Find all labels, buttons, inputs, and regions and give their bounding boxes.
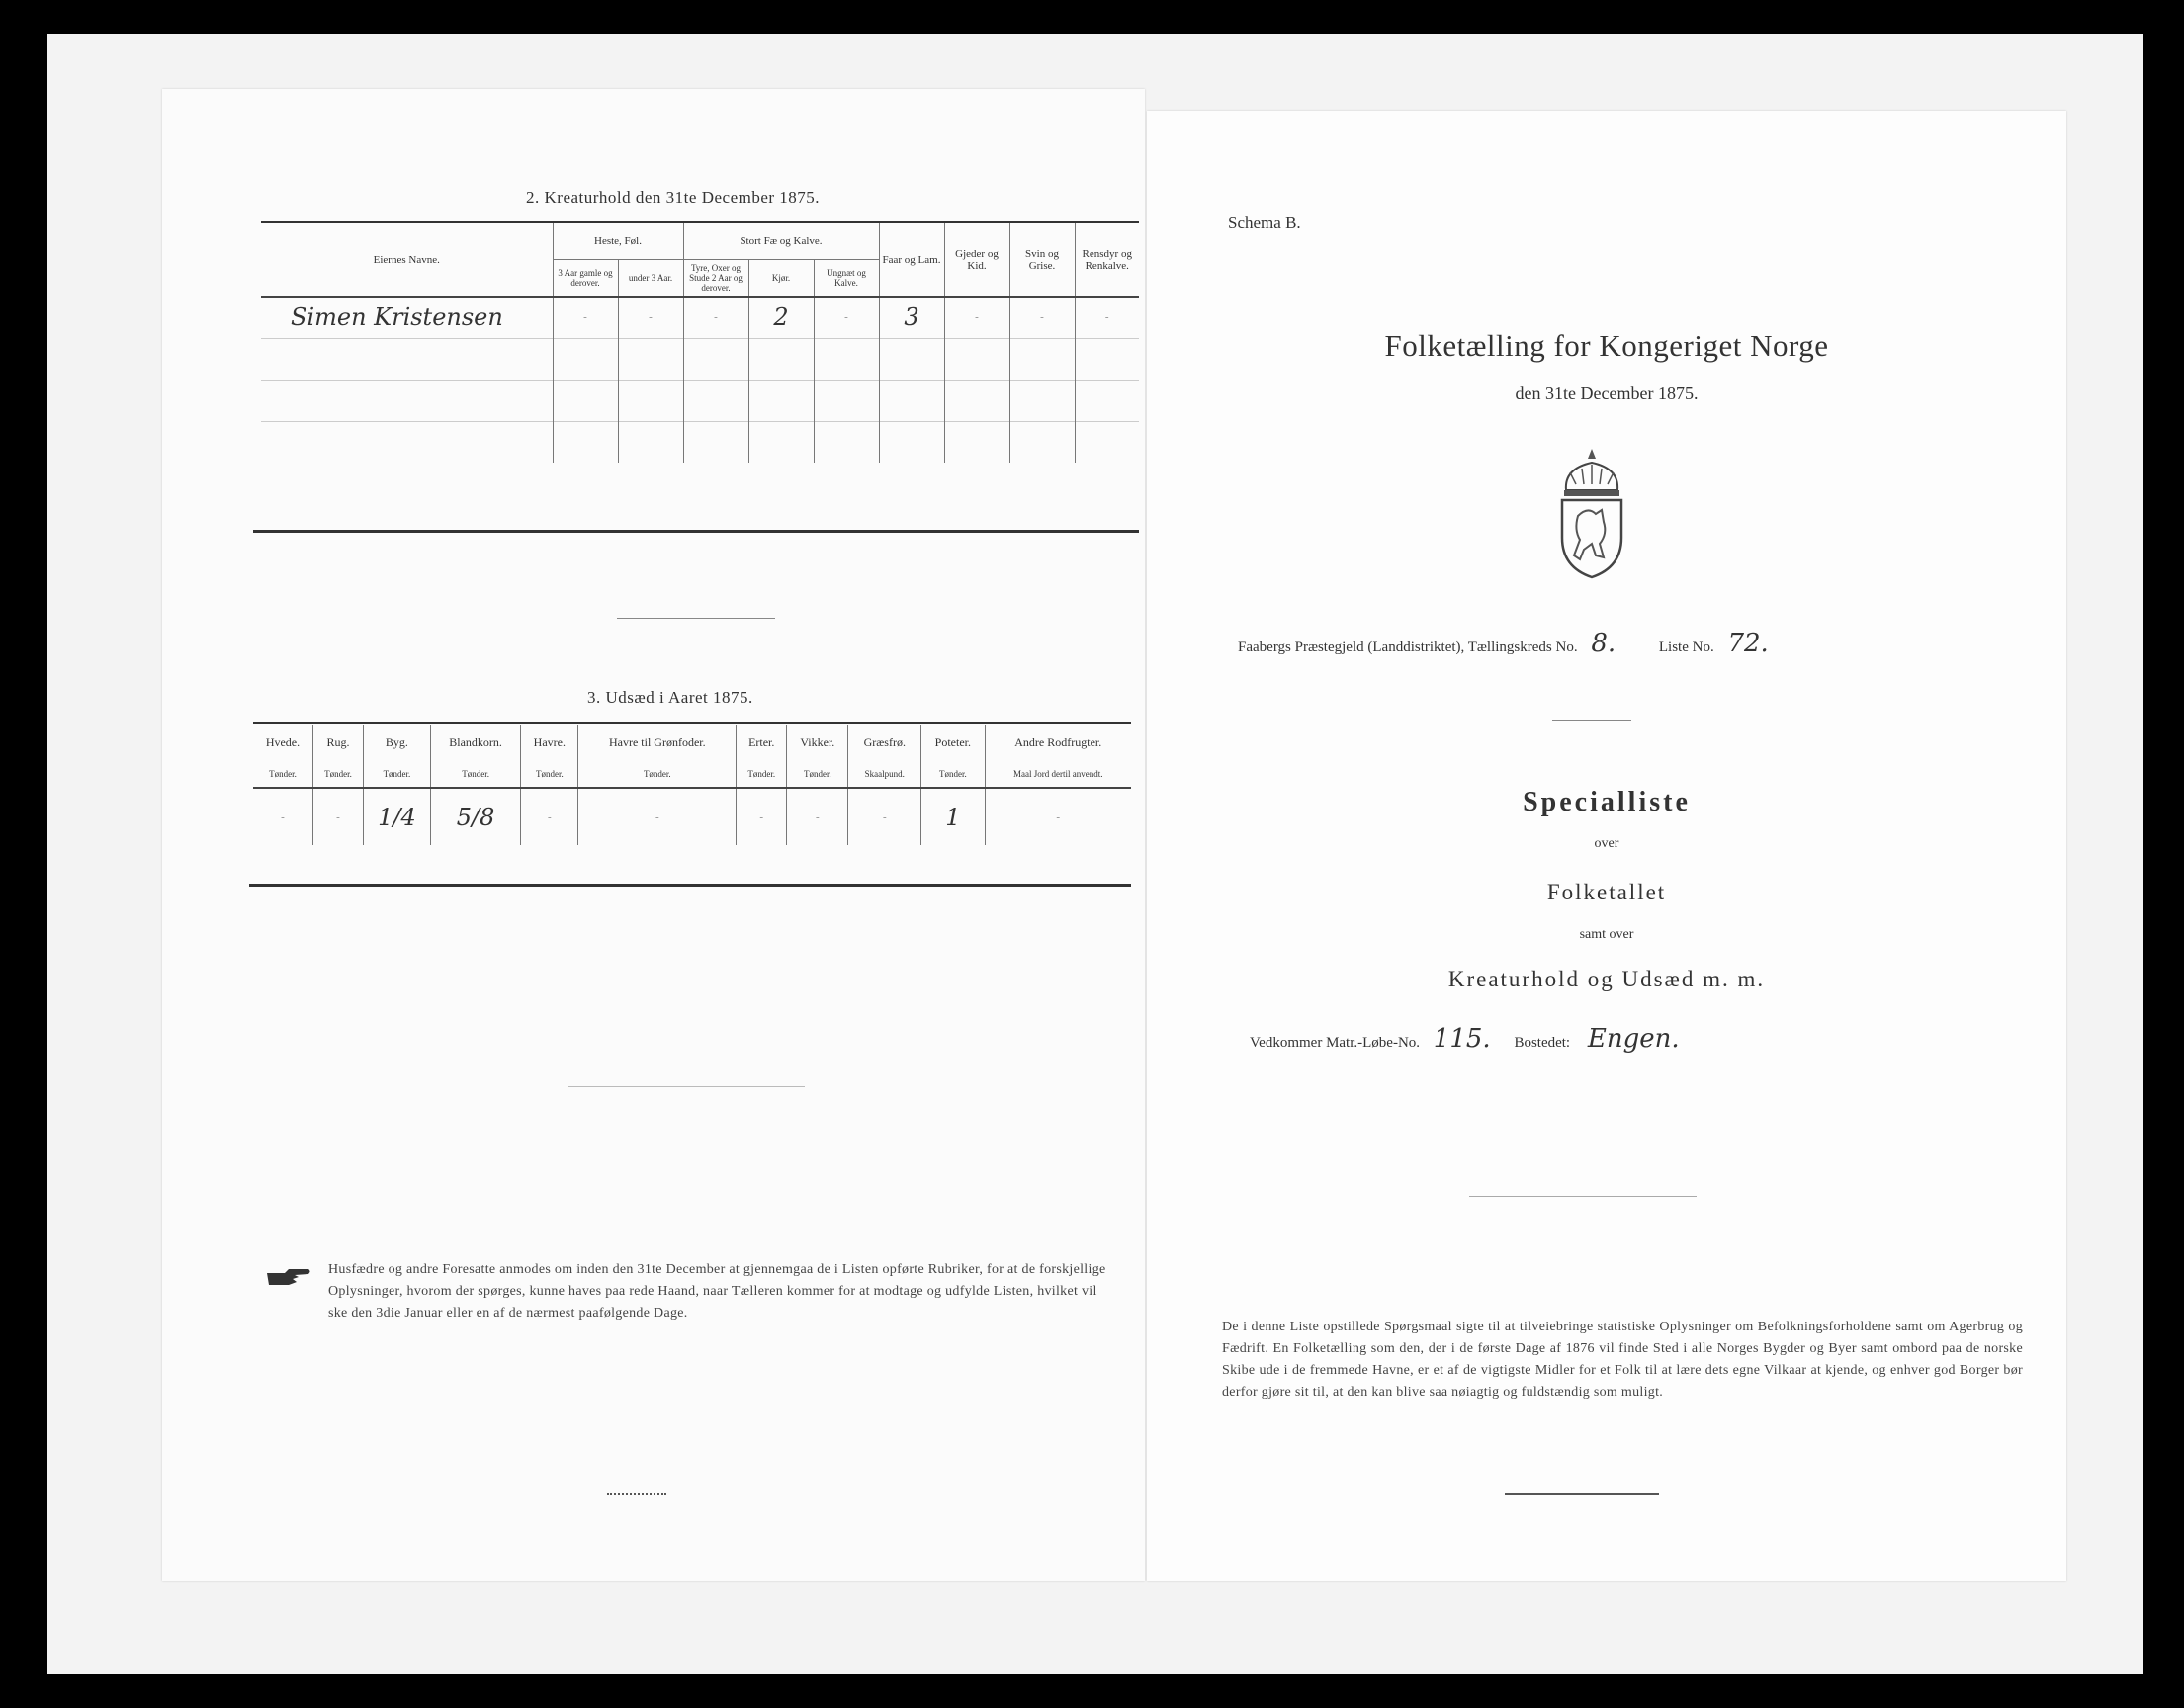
divider <box>1552 720 1631 721</box>
seed-value: 1 <box>921 788 985 845</box>
heste-sub2: under 3 Aar. <box>618 259 683 297</box>
seed-unit: Tønder. <box>921 760 985 788</box>
liste-label: Liste No. <box>1658 640 1714 655</box>
value-cell: - <box>814 297 879 338</box>
table-row <box>261 338 1139 380</box>
seed-table <box>253 725 1131 845</box>
seed-header: Havre. <box>521 725 578 760</box>
bottom-rule <box>253 530 1139 533</box>
stort-sub1: Tyre, Oxer og Stude 2 Aar og derover. <box>683 259 748 297</box>
seed-value: - <box>253 788 312 845</box>
stort-sub2: Kjør. <box>748 259 814 297</box>
seed-header: Hvede. <box>253 725 312 760</box>
seed-unit: Tønder. <box>521 760 578 788</box>
heste-sub1: 3 Aar gamle og derover. <box>553 259 618 297</box>
seed-unit: Tønder. <box>430 760 520 788</box>
specialliste-heading: Specialliste <box>1523 787 1691 817</box>
place-line <box>1238 629 1769 658</box>
section3-title: 3. Udsæd i Aaret 1875. <box>587 688 753 707</box>
livestock-table <box>261 223 1139 463</box>
main-title: Folketælling for Kongeriget Norge <box>1384 328 1829 363</box>
seed-header: Byg. <box>363 725 430 760</box>
value-cell: - <box>1009 297 1075 338</box>
divider <box>607 1493 666 1494</box>
stort-header: Stort Fæ og Kalve. <box>683 223 879 259</box>
notice-text: Husfædre og andre Foresatte anmodes om inden den 31te December at gjennemgaa de i Listen opførte Rubriker, for at de forskjellige Oplysninger, hvorom der spørges, kunne haves paa rede Haand, naar Tælleren kommer for at modtage og udfylde Listen, hvilket vil ske den 3die Januar eller en af de nærmest paafølgende Dage. <box>328 1262 1106 1321</box>
faar-header: Faar og Lam. <box>879 223 944 297</box>
seed-unit: Tønder. <box>737 760 787 788</box>
value-cell: - <box>618 297 683 338</box>
coat-of-arms-icon <box>1552 447 1631 581</box>
seed-header: Vikker. <box>787 725 848 760</box>
matr-no: 115. <box>1433 1024 1491 1054</box>
footer-text: De i denne Liste opstillede Spørgsmaal sigte til at tilveiebringe statistiske Oplysninger om Befolkningsforholdene samt om Agerbrug og Fædrift. En Folketælling som den, der i de første Dage af 1876 vil finde Sted i alle Norges Bygder og Byer samt ombord paa de norske Skibe ude i de fremmede Havne, er et af de vigtigste Midler for et Folk til at lære dets egne Vilkaar at kjende, og enhver god Borger bør derfor gjøre sit til, at den kan blive saa nøiagtig og fuldstændig som muligt. <box>1222 1320 2023 1400</box>
left-page <box>162 89 1145 1581</box>
value-cell: - <box>944 297 1009 338</box>
svin-header: Svin og Grise. <box>1009 223 1075 297</box>
seed-header: Græsfrø. <box>848 725 921 760</box>
seed-unit: Tønder. <box>787 760 848 788</box>
table-row <box>261 297 1139 338</box>
value-cell: - <box>553 297 618 338</box>
seed-value: 5/8 <box>430 788 520 845</box>
table-row <box>261 380 1139 421</box>
seed-header: Poteter. <box>921 725 985 760</box>
bosted-value: Engen. <box>1587 1024 1680 1054</box>
owner-header: Eiernes Navne. <box>261 223 553 297</box>
table-row <box>261 421 1139 463</box>
seed-unit: Skaalpund. <box>848 760 921 788</box>
seed-value: - <box>787 788 848 845</box>
divider <box>568 1086 805 1087</box>
folketallet-text: Folketallet <box>1546 880 1667 904</box>
seed-value: - <box>521 788 578 845</box>
top-rule <box>253 722 1131 724</box>
seed-unit: Tønder. <box>578 760 737 788</box>
seed-header: Blandkorn. <box>430 725 520 760</box>
value-cell: 3 <box>879 297 944 338</box>
over-text: over <box>1594 836 1619 851</box>
gjeder-header: Gjeder og Kid. <box>944 223 1009 297</box>
divider <box>1505 1493 1659 1494</box>
seed-value: - <box>578 788 737 845</box>
title-date: den 31te December 1875. <box>1515 384 1699 403</box>
kreds-no: 8. <box>1591 629 1616 658</box>
owner-name: Simen Kristensen <box>261 297 553 338</box>
divider <box>1469 1196 1697 1197</box>
bottom-rule <box>249 884 1131 887</box>
value-cell: - <box>1075 297 1139 338</box>
seed-value: 1/4 <box>363 788 430 845</box>
seed-value: - <box>848 788 921 845</box>
value-cell: 2 <box>748 297 814 338</box>
table-row <box>253 788 1131 845</box>
stort-sub3: Ungnæt og Kalve. <box>814 259 879 297</box>
matr-label: Vedkommer Matr.-Løbe-No. <box>1250 1035 1421 1051</box>
schema-label: Schema B. <box>1228 214 1301 232</box>
seed-header: Havre til Grønfoder. <box>578 725 737 760</box>
seed-value: - <box>312 788 363 845</box>
place-label: Faabergs Præstegjeld (Landdistriktet), Tællingskreds No. <box>1238 640 1578 655</box>
heste-header: Heste, Føl. <box>553 223 683 259</box>
section2-title: 2. Kreaturhold den 31te December 1875. <box>526 188 821 207</box>
kreaturhold-text: Kreaturhold og Udsæd m. m. <box>1447 967 1766 991</box>
value-cell: - <box>683 297 748 338</box>
seed-unit: Tønder. <box>312 760 363 788</box>
liste-no: 72. <box>1727 629 1769 658</box>
seed-unit: Tønder. <box>253 760 312 788</box>
matr-line <box>1250 1024 1680 1054</box>
seed-header: Rug. <box>312 725 363 760</box>
pointing-hand-icon <box>265 1265 312 1291</box>
seed-value: - <box>737 788 787 845</box>
samt-over-text: samt over <box>1579 927 1634 942</box>
bosted-label: Bostedet: <box>1514 1035 1571 1051</box>
divider <box>617 618 775 619</box>
seed-value: - <box>985 788 1131 845</box>
seed-unit: Maal Jord dertil anvendt. <box>985 760 1131 788</box>
right-page <box>1147 111 2066 1581</box>
seed-unit: Tønder. <box>363 760 430 788</box>
rensdyr-header: Rensdyr og Renkalve. <box>1075 223 1139 297</box>
seed-header: Andre Rodfrugter. <box>985 725 1131 760</box>
seed-header: Erter. <box>737 725 787 760</box>
